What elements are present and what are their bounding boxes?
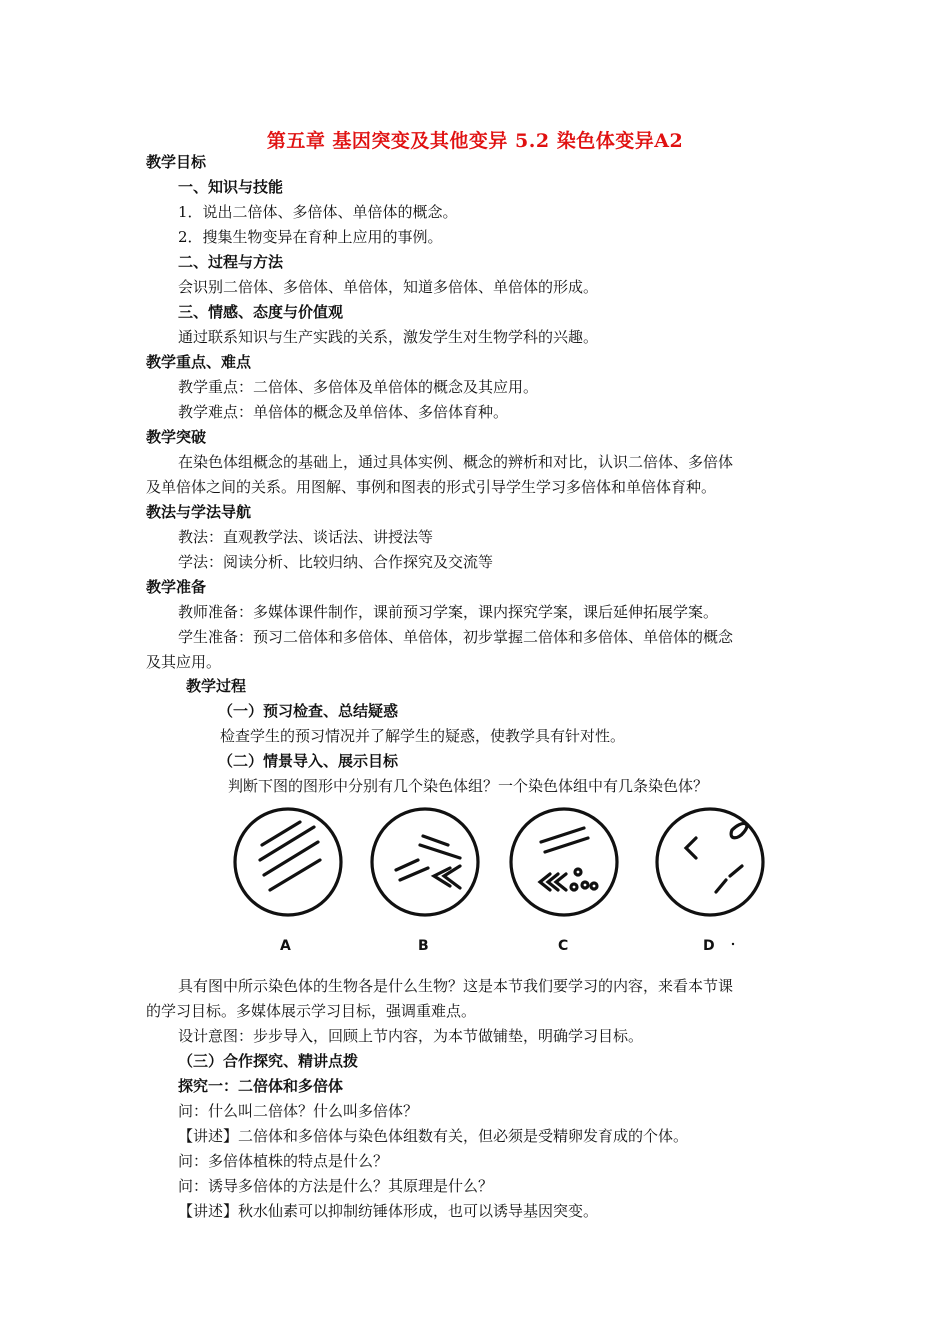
chromosome-set-figure — [230, 800, 790, 968]
chromosomes-b — [396, 836, 460, 888]
cell-circle-c — [511, 809, 617, 915]
paragraph-line: 教学重点：二倍体、多倍体及单倍体的概念及其应用。 — [178, 378, 539, 396]
figure-label-a: A — [280, 938, 291, 954]
subheading-scenario-intro: （二）情景导入、展示目标 — [218, 752, 399, 770]
document-title: 第五章 基因突变及其他变异 5.2 染色体变异A2 — [266, 130, 684, 152]
paragraph-line: 学法：阅读分析、比较归纳、合作探究及交流等 — [178, 553, 494, 571]
cell-circle-b — [372, 809, 478, 915]
subheading-cooperative-inquiry: （三）合作探究、精讲点拨 — [178, 1052, 359, 1070]
paragraph-line: 及单倍体之间的关系。用图解、事例和图表的形式引导学生学习多倍体和单倍体育种。 — [146, 478, 717, 496]
heading-key-points: 教学重点、难点 — [146, 353, 252, 371]
heading-teaching-preparation: 教学准备 — [146, 578, 207, 596]
figure-label-b: B — [418, 938, 429, 954]
paragraph-line: 1．说出二倍体、多倍体、单倍体的概念。 — [178, 203, 458, 221]
paragraph-line: 【讲述】二倍体和多倍体与染色体组数有关，但必须是受精卵发育成的个体。 — [178, 1127, 689, 1145]
paragraph-line: 在染色体组概念的基础上，通过具体实例、概念的辨析和对比，认识二倍体、多倍体 — [178, 453, 734, 471]
subheading-inquiry-one: 探究一：二倍体和多倍体 — [178, 1077, 344, 1095]
paragraph-line: 教学难点：单倍体的概念及单倍体、多倍体育种。 — [178, 403, 509, 421]
heading-teaching-goals: 教学目标 — [146, 153, 207, 171]
subheading-process-method: 二、过程与方法 — [178, 253, 284, 271]
heading-teaching-breakthrough: 教学突破 — [146, 428, 207, 446]
paragraph-line: 通过联系知识与生产实践的关系，激发学生对生物学科的兴趣。 — [178, 328, 599, 346]
paragraph-line: 检查学生的预习情况并了解学生的疑惑，使教学具有针对性。 — [220, 727, 626, 745]
subheading-knowledge-skills: 一、知识与技能 — [178, 178, 284, 196]
paragraph-line: 会识别二倍体、多倍体、单倍体，知道多倍体、单倍体的形成。 — [178, 278, 599, 296]
subheading-attitude-values: 三、情感、态度与价值观 — [178, 303, 344, 321]
heading-teaching-process: 教学过程 — [186, 677, 247, 695]
paragraph-line: 【讲述】秋水仙素可以抑制纺锤体形成，也可以诱导基因突变。 — [178, 1202, 599, 1220]
paragraph-line: 具有图中所示染色体的生物各是什么生物？这是本节我们要学习的内容，来看本节课 — [178, 977, 734, 995]
paragraph-line: 的学习目标。多媒体展示学习目标，强调重难点。 — [146, 1002, 477, 1020]
paragraph-line: 问：多倍体植株的特点是什么？ — [178, 1152, 389, 1170]
chromosomes-c — [540, 828, 597, 890]
heading-methods-guide: 教法与学法导航 — [146, 503, 252, 521]
paragraph-line: 教师准备：多媒体课件制作，课前预习学案，课内探究学案，课后延伸拓展学案。 — [178, 603, 719, 621]
paragraph-line: 问：什么叫二倍体？什么叫多倍体？ — [178, 1102, 419, 1120]
paragraph-line: 2．搜集生物变异在育种上应用的事例。 — [178, 228, 443, 246]
paragraph-line: 问：诱导多倍体的方法是什么？其原理是什么？ — [178, 1177, 494, 1195]
paragraph-line: 及其应用。 — [146, 653, 222, 671]
figure-question: 判断下图的图形中分别有几个染色体组？一个染色体组中有几条染色体？ — [228, 777, 709, 795]
paragraph-line: 设计意图：步步导入，回顾上节内容，为本节做铺垫，明确学习目标。 — [178, 1027, 644, 1045]
figure-label-c: C — [558, 938, 569, 954]
figure-label-d: D — [703, 938, 715, 954]
chromosomes-d — [686, 823, 747, 892]
subheading-preview-check: （一）预习检查、总结疑惑 — [218, 702, 399, 720]
chromosomes-a — [260, 822, 320, 890]
paragraph-line: 学生准备：预习二倍体和多倍体、单倍体，初步掌握二倍体和多倍体、单倍体的概念 — [178, 628, 734, 646]
paragraph-line: 教法：直观教学法、谈话法、讲授法等 — [178, 528, 434, 546]
